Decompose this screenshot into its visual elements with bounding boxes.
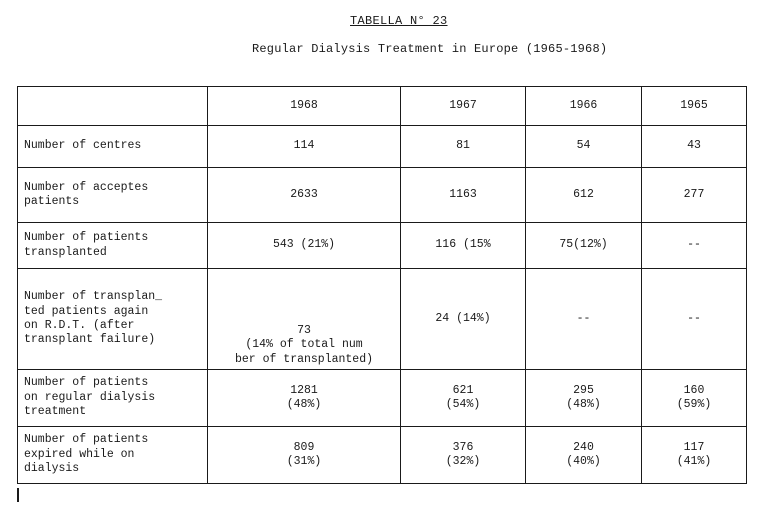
header-row [18, 87, 747, 126]
header-1968: 1968 [208, 87, 401, 126]
cell-1968: 73 (14% of total num ber of transplanted) [208, 269, 401, 370]
cell-1968: 2633 [208, 168, 401, 223]
dialysis-table [17, 86, 747, 484]
cell-1966: 612 [526, 168, 642, 223]
row-label: Number of transplan_ ted patients again on R.D.T. (after transplant failure) [18, 269, 208, 370]
cell-1965: 277 [642, 168, 747, 223]
cell-1965: 117 (41%) [642, 427, 747, 484]
cell-1967: 1163 [401, 168, 526, 223]
row-label: Number of patients expired while on dialysis [18, 427, 208, 484]
cell-1967: 24 (14%) [401, 269, 526, 370]
table-number-title: TABELLA N° 23 [350, 14, 448, 28]
table-row [18, 370, 747, 427]
cell-1968: 543 (21%) [208, 223, 401, 269]
header-1966: 1966 [526, 87, 642, 126]
header-1965: 1965 [642, 87, 747, 126]
cell-1965: 160 (59%) [642, 370, 747, 427]
header-1967: 1967 [401, 87, 526, 126]
row-label: Number of acceptes patients [18, 168, 208, 223]
table-row [18, 168, 747, 223]
cell-1967: 621 (54%) [401, 370, 526, 427]
cell-1966: 54 [526, 126, 642, 168]
row-label: Number of centres [18, 126, 208, 168]
table-row [18, 223, 747, 269]
cell-1966: 75(12%) [526, 223, 642, 269]
table-row [18, 427, 747, 484]
cell-1966: -- [526, 269, 642, 370]
cell-1965: 43 [642, 126, 747, 168]
cell-1966: 295 (48%) [526, 370, 642, 427]
cell-1966: 240 (40%) [526, 427, 642, 484]
table-subtitle: Regular Dialysis Treatment in Europe (1965-1968) [252, 42, 608, 56]
margin-mark [17, 488, 19, 502]
cell-1965: -- [642, 269, 747, 370]
row-label: Number of patients transplanted [18, 223, 208, 269]
header-empty [18, 87, 208, 126]
cell-1967: 81 [401, 126, 526, 168]
cell-1968: 114 [208, 126, 401, 168]
cell-1968: 809 (31%) [208, 427, 401, 484]
cell-1968: 1281 (48%) [208, 370, 401, 427]
table-row [18, 269, 747, 370]
row-label: Number of patients on regular dialysis treatment [18, 370, 208, 427]
cell-1967: 116 (15% [401, 223, 526, 269]
cell-1967: 376 (32%) [401, 427, 526, 484]
table-row [18, 126, 747, 168]
cell-1965: -- [642, 223, 747, 269]
